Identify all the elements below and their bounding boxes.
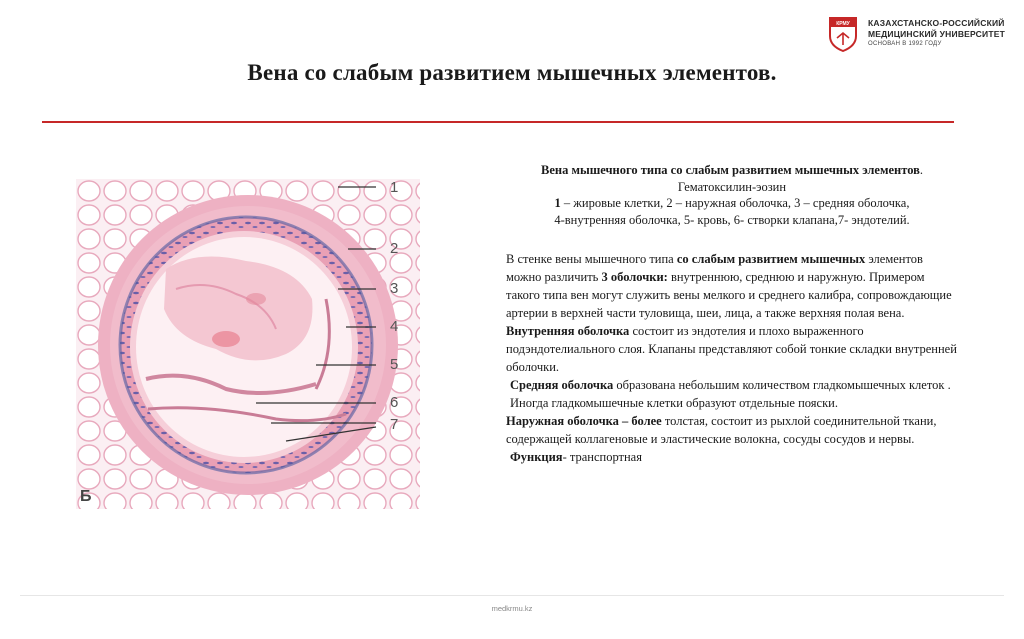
university-name — [868, 18, 1005, 49]
paragraph-middle — [506, 376, 958, 412]
p1-c: элементов можно различить — [506, 252, 923, 284]
label-5: 5 — [390, 356, 399, 373]
legend-line2: 4-внутренняя оболочка, 5- кровь, 6- створки клапана,7- эндотелий. — [554, 212, 910, 227]
title-divider — [42, 121, 954, 123]
p3-heading: Средняя оболочка — [510, 378, 614, 392]
footer-divider — [20, 595, 1004, 596]
figure-caption — [506, 162, 958, 228]
legend-num-1: 1 — [554, 196, 561, 210]
label-2: 2 — [390, 240, 399, 257]
p4-text: толстая, состоит из рыхлой соединительной ткани, содержащей коллагеновые и эластические волокна, сосуды сосудов и нервы. — [506, 414, 937, 446]
p1-b: со слабым развитием мышечных — [676, 252, 866, 266]
page-title: Вена со слабым развитием мышечных элементов. — [247, 60, 777, 85]
vein-histology-image — [76, 179, 420, 509]
legend-line1: – жировые клетки, 2 – наружная оболочка, 3 – средняя оболочка, — [560, 196, 910, 210]
paragraph-inner — [506, 322, 958, 376]
p1-e: внутреннюю, среднюю и наружную. Примером такого типа вен могут служить вены мелкого и среднего калибра, сопровождающие артерии в верхней части туловища, шеи, лица, а также верхняя полая вена. — [506, 270, 952, 320]
p5-text: - транспортная — [562, 450, 642, 464]
paragraph-layers — [506, 250, 958, 322]
caption-stain: . Гематоксилин-эозин — [677, 163, 924, 194]
label-7: 7 — [390, 416, 399, 433]
label-4: 4 — [390, 318, 399, 335]
paragraph-outer — [506, 412, 958, 448]
label-3: 3 — [390, 280, 399, 297]
university-founded: ОСНОВАН В 1992 ГОДУ — [868, 41, 942, 47]
p5-heading: Функция — [510, 450, 563, 464]
paragraph-function — [506, 448, 958, 466]
p2-text: состоит из эндотелия и плохо выраженного подэндотелиального слоя. Клапаны представляют собой тонкие складки внутренней оболочки. — [506, 324, 957, 374]
university-line1: КАЗАХСТАНСКО-РОССИЙСКИЙ — [868, 18, 1005, 28]
university-line2: МЕДИЦИНСКИЙ УНИВЕРСИТЕТ — [868, 29, 1005, 39]
p1-d: 3 оболочки: — [601, 270, 668, 284]
caption-title: Вена мышечного типа со слабым развитием мышечных элементов — [540, 163, 920, 177]
description-text — [506, 250, 958, 466]
university-logo — [828, 16, 858, 52]
panel-letter: Б — [80, 488, 92, 505]
p2-heading: Внутренняя оболочка — [506, 324, 630, 338]
footer-site[interactable]: medkrmu.kz — [491, 604, 533, 613]
label-6: 6 — [390, 394, 399, 411]
p4-heading: Наружная оболочка – более — [506, 414, 662, 428]
p1-a: В стенке вены мышечного типа — [506, 252, 677, 266]
label-1: 1 — [390, 179, 399, 196]
p3-text: образована небольшим количеством гладкомышечных клеток . Иногда гладкомышечные клетки образуют отдельные пояски. — [510, 378, 951, 410]
logo-text: КРМУ — [836, 21, 850, 27]
